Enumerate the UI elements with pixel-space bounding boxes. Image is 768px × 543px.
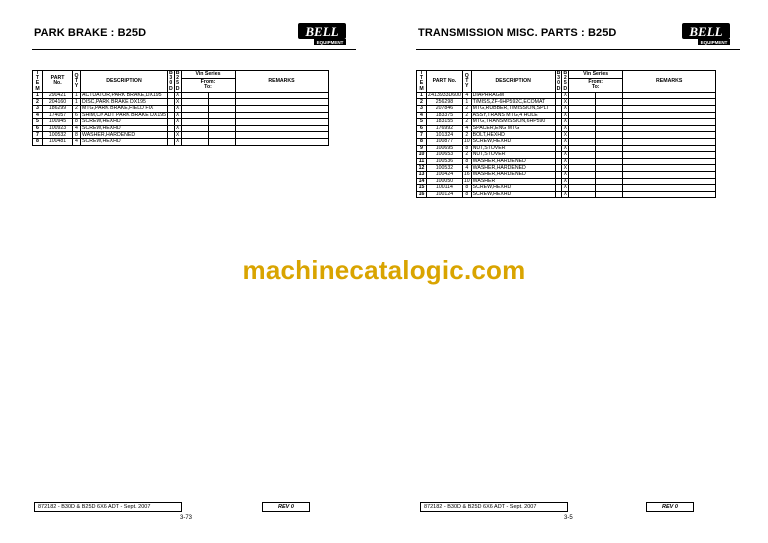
item-number: 5: [417, 119, 427, 126]
b30d-cell: [168, 92, 175, 99]
part-number: 100877: [427, 138, 463, 145]
col-remarks-header: REMARKS: [235, 71, 328, 93]
part-number: 100532: [427, 165, 463, 172]
table-header-row: [33, 71, 329, 79]
b30d-cell: [555, 171, 562, 178]
description: MTG,PARK BRAKE,FIELD FIX: [81, 106, 168, 113]
description: T/MISS,ZF-6HP592C,ECOMAT: [471, 99, 555, 106]
svg-text:EQUIPMENT: EQUIPMENT: [316, 40, 344, 45]
b25d-mark: X: [563, 171, 568, 178]
vin-from-cell: [181, 112, 208, 119]
col-b25d-char: 5: [563, 80, 567, 87]
remarks-cell: [623, 138, 716, 145]
description: SCREW,HEXHD: [471, 138, 555, 145]
quantity: 4: [462, 125, 471, 132]
vin-to-cell: [208, 138, 235, 145]
header-rule: [32, 49, 356, 50]
vin-from-cell: [569, 99, 596, 106]
b30d-cell: [555, 178, 562, 185]
part-number: 290421: [43, 92, 73, 99]
b30d-cell: [555, 106, 562, 113]
b25d-mark: X: [563, 144, 568, 151]
col-qty-letter: T: [465, 77, 469, 84]
quantity: 4: [73, 125, 81, 132]
col-b30d-char: 0: [169, 80, 173, 87]
vin-to-cell: [596, 191, 623, 198]
col-qty-letter: Q: [74, 72, 79, 79]
col-item-letter: E: [35, 80, 40, 87]
quantity: 8: [462, 185, 471, 192]
quantity: 2: [462, 119, 471, 126]
remarks-cell: [623, 125, 716, 132]
vin-to-cell: [208, 119, 235, 126]
footer-doc-number: 872182 - B30D & B25D 6X6 ADT - Sept. 2007: [34, 502, 182, 512]
remarks-cell: [623, 99, 716, 106]
col-qty-letter: Y: [74, 83, 79, 89]
vin-from-cell: [569, 165, 596, 172]
col-item-letter: E: [419, 80, 424, 87]
col-b25d-char: D: [175, 85, 180, 92]
col-qty-header: [73, 71, 81, 93]
part-number: 100532: [43, 132, 73, 139]
b30d-cell: [555, 92, 562, 99]
quantity: 4: [462, 165, 471, 172]
remarks-cell: [235, 119, 328, 126]
part-number: Z413933D600: [428, 92, 461, 98]
quantity: 1: [462, 99, 471, 106]
col-part-header: [427, 71, 463, 93]
vin-from-cell: [569, 171, 596, 178]
item-number: 13: [417, 171, 427, 178]
item-number: 8: [417, 138, 427, 145]
quantity: 6: [73, 112, 81, 119]
vin-from-cell: [569, 152, 596, 159]
b25d-mark: X: [563, 177, 568, 184]
col-vin-series-header: Vin Series: [181, 71, 235, 79]
remarks-cell: [623, 132, 716, 139]
svg-text:BELL: BELL: [305, 24, 339, 39]
vin-from-cell: [569, 138, 596, 145]
description: SCREW,HEXHD: [81, 125, 168, 132]
description: MTG,TRANSMISSION,6HP590: [471, 119, 555, 126]
item-number: 11: [417, 158, 427, 165]
col-b25d-char: 5: [176, 80, 180, 87]
quantity: 8: [73, 132, 81, 139]
remarks-cell: [235, 132, 328, 139]
vin-from-cell: [569, 191, 596, 198]
description: MTG,RUBBER,T/MISSION,SPLT: [471, 106, 555, 113]
vin-to-cell: [208, 92, 235, 99]
table-row: [417, 92, 716, 99]
vin-from-cell: [569, 92, 596, 99]
col-item-letter: M: [419, 85, 424, 92]
col-item-letter: T: [419, 75, 424, 82]
part-number: 101324: [427, 132, 463, 139]
vin-from-cell: [569, 125, 596, 132]
vin-from-cell: [181, 106, 208, 113]
bell-logo: [288, 20, 356, 48]
item-number: 6: [417, 125, 427, 132]
svg-text:EQUIPMENT: EQUIPMENT: [700, 40, 728, 45]
quantity: 8: [462, 145, 471, 152]
vin-from-cell: [569, 132, 596, 139]
b25d-mark: X: [563, 190, 568, 197]
table-row: [417, 158, 716, 165]
b25d-mark: X: [563, 151, 568, 158]
col-item-letter: I: [420, 70, 423, 76]
col-to-label: To:: [591, 84, 600, 91]
b25d-mark: X: [175, 138, 180, 145]
col-part-line: No.: [53, 80, 62, 87]
b25d-mark: X: [175, 111, 180, 118]
col-b30d-header: [168, 71, 175, 93]
b30d-cell: [555, 99, 562, 106]
quantity: 2: [462, 112, 471, 119]
b25d-mark: X: [563, 164, 568, 171]
bell-logo: [672, 20, 740, 48]
description: ASSY,TRANS MTG,4 HOLE: [471, 112, 555, 119]
description: SCREW,HEXHD: [471, 185, 555, 192]
watermark: machinecatalogic.com: [242, 255, 526, 285]
part-number: 204160: [43, 99, 73, 106]
b25d-mark: X: [563, 157, 568, 164]
col-b30d-char: D: [169, 85, 173, 92]
part-number: 100653: [427, 152, 463, 159]
page-title: PARK BRAKE : B25D: [34, 27, 147, 39]
col-remarks-header: REMARKS: [623, 71, 716, 93]
item-number: 3: [33, 106, 43, 113]
table-row: [33, 138, 329, 145]
remarks-cell: [623, 119, 716, 126]
item-number: 4: [417, 112, 427, 119]
b25d-mark: X: [175, 105, 180, 112]
col-from-label: From:: [200, 79, 216, 86]
description: WASHER: [471, 178, 555, 185]
b25d-mark: X: [563, 184, 568, 191]
b30d-cell: [168, 125, 175, 132]
b30d-cell: [555, 138, 562, 145]
b30d-cell: [555, 191, 562, 198]
col-b25d-char: 2: [563, 75, 567, 82]
b25d-mark: X: [563, 111, 568, 118]
vin-to-cell: [596, 165, 623, 172]
b30d-cell: [555, 185, 562, 192]
table-row: [417, 191, 716, 198]
remarks-cell: [235, 99, 328, 106]
description: BOLT,HEXHD: [471, 132, 555, 139]
b25d-mark: X: [175, 124, 180, 131]
col-b25d-header: [562, 71, 569, 93]
b30d-cell: [168, 112, 175, 119]
remarks-cell: [235, 112, 328, 119]
b30d-cell: [555, 119, 562, 126]
header-rule: [416, 49, 740, 50]
b25d-mark: X: [563, 124, 568, 131]
item-number: 14: [417, 178, 427, 185]
page-title: TRANSMISSION MISC. PARTS : B25D: [418, 27, 617, 39]
table-row: [417, 125, 716, 132]
b30d-cell: [555, 125, 562, 132]
item-number: 6: [33, 125, 43, 132]
description: SHIM,C# ADT PARK BRAKE DX195: [82, 111, 166, 118]
part-number: 176992: [427, 125, 463, 132]
part-number: 100945: [43, 119, 73, 126]
vin-to-cell: [596, 171, 623, 178]
quantity: 4: [73, 138, 81, 145]
remarks-cell: [235, 106, 328, 113]
footer-revision: REV 0: [262, 502, 310, 512]
item-number: 8: [33, 138, 43, 145]
description: DIAPHRAGM: [471, 92, 555, 99]
vin-to-cell: [596, 112, 623, 119]
vin-to-cell: [596, 178, 623, 185]
remarks-cell: [623, 106, 716, 113]
description: DISC,PARK BRAKE DX195: [81, 99, 168, 106]
vin-to-cell: [208, 125, 235, 132]
b25d-mark: X: [563, 138, 568, 145]
remarks-cell: [623, 152, 716, 159]
item-number: 3: [417, 106, 427, 113]
quantity: 8: [462, 158, 471, 165]
col-qty-letter: Y: [465, 83, 469, 89]
description: ACTUATOR,PARK BRAKE,DX195: [81, 92, 168, 99]
quantity: 8: [73, 119, 81, 126]
item-number: 4: [33, 112, 43, 119]
col-qty-letter: T: [74, 77, 79, 84]
remarks-cell: [235, 125, 328, 132]
col-from-label: From:: [588, 79, 604, 86]
description: WASHER,HARDENED: [81, 132, 168, 139]
vin-to-cell: [596, 152, 623, 159]
part-number: 207846: [427, 106, 463, 113]
vin-to-cell: [208, 99, 235, 106]
vin-to-cell: [596, 158, 623, 165]
b30d-cell: [555, 145, 562, 152]
vin-to-cell: [596, 125, 623, 132]
item-number: 5: [33, 119, 43, 126]
table-row: [33, 92, 329, 99]
vin-from-cell: [569, 178, 596, 185]
col-from-to-header: [181, 78, 235, 92]
vin-from-cell: [569, 158, 596, 165]
remarks-cell: [623, 191, 716, 198]
item-number: 2: [417, 99, 427, 106]
col-qty-header: [462, 71, 471, 93]
footer-doc-number: 872182 - B30D & B25D 6X6 ADT - Sept. 2007: [420, 502, 568, 512]
b25d-mark: X: [563, 118, 568, 125]
b30d-cell: [168, 106, 175, 113]
col-part-line: PART No.: [432, 77, 457, 84]
item-number: 7: [33, 132, 43, 139]
col-b25d-header: [174, 71, 181, 93]
quantity: 2: [462, 106, 471, 113]
quantity: 16: [463, 171, 470, 178]
quantity: 10: [463, 138, 470, 145]
footer-revision: REV 0: [646, 502, 694, 512]
col-to-label: To:: [204, 84, 212, 91]
table-header-row: [417, 71, 716, 79]
quantity: 2: [462, 132, 471, 139]
item-number: 1: [33, 92, 43, 99]
description: SCREW,HEXHD: [81, 138, 168, 145]
vin-to-cell: [596, 138, 623, 145]
part-number: 100923: [43, 125, 73, 132]
remarks-cell: [235, 138, 328, 145]
item-number: 12: [417, 165, 427, 172]
parts-table: [32, 70, 329, 146]
quantity: 10: [463, 177, 470, 184]
col-b25d-char: 2: [176, 75, 180, 82]
quantity: 8: [462, 191, 471, 198]
b30d-cell: [555, 132, 562, 139]
col-part-header: [43, 71, 73, 93]
remarks-cell: [235, 92, 328, 99]
vin-from-cell: [569, 112, 596, 119]
b25d-mark: X: [563, 98, 568, 105]
vin-from-cell: [569, 185, 596, 192]
b30d-cell: [168, 99, 175, 106]
description: NUT,STOVER: [471, 145, 555, 152]
item-number: 10: [417, 152, 427, 159]
vin-to-cell: [596, 132, 623, 139]
vin-from-cell: [181, 132, 208, 139]
col-b30d-char: D: [556, 85, 561, 92]
parts-table: [416, 70, 716, 198]
b25d-mark: X: [175, 98, 180, 105]
b25d-mark: X: [175, 118, 180, 125]
part-number: 100124: [427, 191, 463, 198]
col-vin-series-header: Vin Series: [569, 71, 623, 79]
part-number: 183375: [427, 112, 463, 119]
b25d-mark: X: [563, 131, 568, 138]
col-item-letter: I: [36, 70, 39, 76]
item-number: 2: [33, 99, 43, 106]
description: WASHER,HARDENED: [471, 158, 555, 165]
part-number: 100424: [427, 171, 463, 178]
part-number: 100695: [427, 145, 463, 152]
b25d-mark: X: [563, 92, 568, 98]
remarks-cell: [623, 165, 716, 172]
description: WASHER,HARDENED: [471, 171, 555, 178]
table-row: [33, 125, 329, 132]
col-description-header: DESCRIPTION: [81, 71, 168, 93]
vin-from-cell: [181, 92, 208, 99]
quantity: 1: [73, 92, 81, 99]
part-number: 183155: [427, 119, 463, 126]
b30d-cell: [168, 132, 175, 139]
remarks-cell: [623, 171, 716, 178]
b25d-mark: X: [175, 131, 180, 138]
vin-to-cell: [596, 106, 623, 113]
vin-to-cell: [208, 106, 235, 113]
part-number: 256298: [427, 99, 463, 106]
page-number: 3-73: [180, 515, 193, 521]
col-item-header: [417, 71, 427, 93]
vin-from-cell: [181, 99, 208, 106]
col-b30d-char: 3: [557, 75, 560, 82]
col-item-header: [33, 71, 43, 93]
col-b30d-char: 0: [557, 80, 560, 87]
description: NUT,STOVER: [471, 152, 555, 159]
col-from-to-header: [569, 78, 623, 92]
item-number: 7: [417, 132, 427, 139]
quantity: 2: [462, 152, 471, 159]
b30d-cell: [555, 112, 562, 119]
remarks-cell: [623, 158, 716, 165]
remarks-cell: [623, 112, 716, 119]
col-b30d-header: [555, 71, 562, 93]
b30d-cell: [555, 165, 562, 172]
quantity: 1: [73, 99, 81, 106]
part-number: 100114: [427, 185, 463, 192]
part-number: 100481: [43, 138, 73, 145]
vin-to-cell: [596, 119, 623, 126]
svg-text:BELL: BELL: [689, 24, 723, 39]
b30d-cell: [168, 138, 175, 145]
b30d-cell: [168, 119, 175, 126]
remarks-cell: [623, 145, 716, 152]
page-number: 3-5: [564, 515, 573, 521]
col-b30d-char: B: [556, 70, 561, 76]
part-number: 186299: [43, 106, 73, 113]
description: SCREW,HEXHD: [81, 119, 168, 126]
vin-to-cell: [596, 92, 623, 99]
col-qty-letter: Q: [464, 72, 469, 79]
col-b25d-char: D: [563, 85, 568, 92]
b25d-mark: X: [175, 92, 180, 98]
vin-to-cell: [596, 99, 623, 106]
remarks-cell: [623, 185, 716, 192]
vin-from-cell: [181, 125, 208, 132]
col-description-header: DESCRIPTION: [471, 71, 555, 93]
b25d-mark: X: [563, 105, 568, 112]
part-number: 100050: [427, 178, 463, 185]
col-b25d-char: B: [563, 70, 568, 76]
item-number: 1: [417, 92, 427, 99]
col-item-letter: M: [35, 85, 40, 92]
remarks-cell: [623, 178, 716, 185]
vin-from-cell: [569, 106, 596, 113]
quantity: 2: [73, 106, 81, 113]
description: WASHER,HARDENED: [471, 165, 555, 172]
col-part-line: PART: [50, 75, 65, 82]
vin-to-cell: [208, 132, 235, 139]
item-number: 9: [417, 145, 427, 152]
vin-to-cell: [208, 112, 235, 119]
description: SPACER,ENG MTG: [471, 125, 555, 132]
col-b30d-char: B: [169, 70, 173, 76]
col-item-letter: T: [35, 75, 40, 82]
vin-from-cell: [181, 138, 208, 145]
vin-from-cell: [181, 119, 208, 126]
remarks-cell: [623, 92, 716, 99]
vin-to-cell: [596, 145, 623, 152]
description: SCREW,HEXHD: [471, 191, 555, 198]
col-b30d-char: 3: [169, 75, 173, 82]
part-number: 174057: [43, 112, 73, 119]
vin-from-cell: [569, 119, 596, 126]
col-b25d-char: B: [175, 70, 180, 76]
vin-from-cell: [569, 145, 596, 152]
item-number: 15: [417, 185, 427, 192]
quantity: 4: [462, 92, 471, 99]
vin-to-cell: [596, 185, 623, 192]
b30d-cell: [555, 152, 562, 159]
part-number: 100536: [427, 158, 463, 165]
item-number: 16: [417, 191, 427, 198]
b30d-cell: [555, 158, 562, 165]
